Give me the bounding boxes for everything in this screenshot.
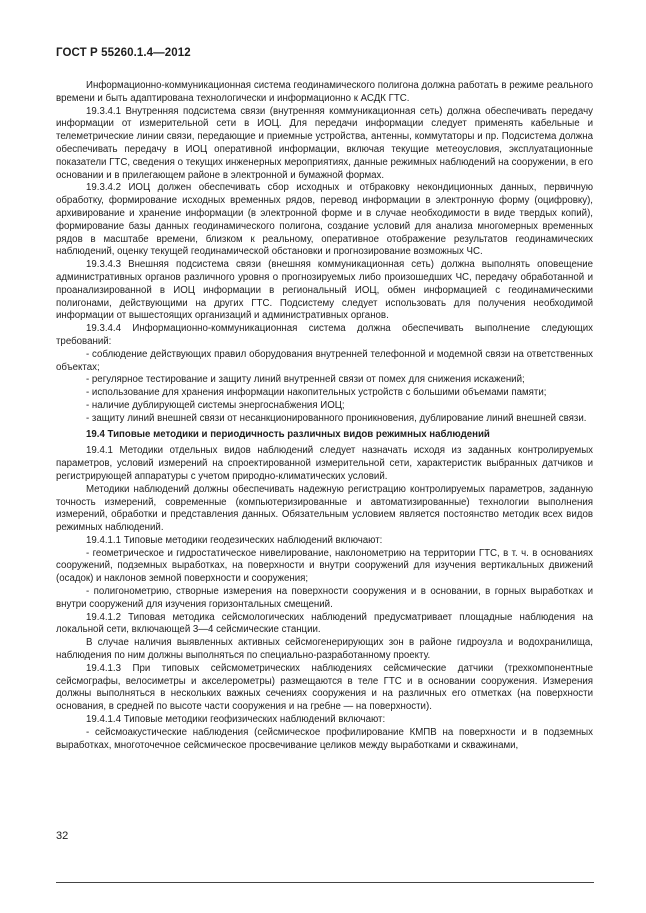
paragraph: 19.4.1.4 Типовые методики геофизических наблюдений включают: bbox=[86, 714, 386, 726]
paragraph: - наличие дублирующей системы энергоснабжения ИОЦ; bbox=[86, 399, 345, 411]
paragraph: 19.3.4.2 ИОЦ должен обеспечивать сбор исходных и отбраковку некондиционных данных, первичную обработку, формирование исходных временных рядов, перевод информации в электронную форму (оцифровку), архивирование и хранение информации (в электронной форме и в случае необходимости в виде твердых копий), формирование базы данных геодинамического полигона, создание условий для анализа многомерных временных рядов в масштабе времени, близком к реальному, оперативное отображение результатов геодинамических наблюдений, оценку текущей геодинамической обстановки и прогнозирование возможных ЧС. bbox=[56, 182, 593, 258]
paragraph: - сейсмоакустические наблюдения (сейсмическое профилирование КМПВ на поверхности и в подземных выработках, многоточечное сейсмическое просвечивание целиков между выработками и скважинами, bbox=[56, 726, 593, 751]
paragraph: - защиту линий внешней связи от несанкционированного проникновения, дублирование линий внешней связи. bbox=[86, 412, 587, 424]
paragraph: - полигонометрию, створные измерения на поверхности сооружения и в основании, в горных выработках и внутри сооружений для изучения горизонтальных смещений. bbox=[56, 586, 593, 610]
paragraph: - регулярное тестирование и защиту линий внутренней связи от помех для снижения искажений; bbox=[86, 374, 525, 386]
paragraph: 19.4.1.2 Типовая методика сейсмологических наблюдений предусматривает площадные наблюдения на локальной сети, включающей 3—4 сейсмические станции. bbox=[56, 611, 593, 636]
paragraph: - соблюдение действующих правил оборудования внутренней телефонной и модемной связи на ответственных объектах; bbox=[56, 348, 593, 373]
paragraph: 19.4.1.1 Типовые методики геодезических наблюдений включают: bbox=[86, 534, 383, 546]
section-heading: 19.4 Типовые методики и периодичность различных видов режимных наблюдений bbox=[86, 428, 490, 440]
paragraph: Информационно-коммуникационная система геодинамического полигона должна работать в режиме реального времени и быть адаптирована технологически и информационно к АСДК ГТС. bbox=[56, 80, 593, 104]
paragraph: - геометрическое и гидростатическое нивелирование, наклонометрию на территории ГТС, в т. ч. в основаниях сооружений, подземных выработках, на поверхности и внутри сооружений для изучения вертикальных движений (осадок) и наклонов земной поверхности и сооружения; bbox=[56, 547, 593, 585]
paragraph: 19.4.1 Методики отдельных видов наблюдений следует назначать исходя из заданных контролируемых параметров, условий измерений на спроектированной измерительной сети, характеристик выбранных датчиков и регистрирующей аппаратуры с учетом природно-климатических условий. bbox=[56, 445, 593, 482]
document-body bbox=[56, 80, 593, 752]
footer-divider bbox=[56, 882, 594, 883]
document-header: ГОСТ Р 55260.1.4—2012 bbox=[56, 47, 191, 59]
paragraph: 19.3.4.3 Внешняя подсистема связи (внешняя коммуникационная сеть) должна выполнять оповещение административных органов различного уровня о прогнозируемых либо произошедших ЧС, передачу обработанной и проанализированной в ИОЦ информации в региональный ИОЦ, обмен информацией с геодинамическими полигонами, действующими на других ГТС. Подсистему следует использовать для получения необходимой информации от вышестоящих организаций и административных органов. bbox=[56, 259, 593, 322]
paragraph: - использование для хранения информации накопительных устройств с большими объемами памяти; bbox=[86, 387, 547, 399]
paragraph: 19.4.1.3 При типовых сейсмометрических наблюдениях сейсмические датчики (трехкомпонентные сейсмографы, велосиметры и акселерометры) размещаются в теле ГТС и в основании сооружения. Измерения должны выполняться в нескольких важных сечениях сооружения и на различных его отметках (на поверхности основания, в средней по высоте части сооружения и на гребне — на поверхности). bbox=[56, 662, 593, 713]
paragraph: 19.3.4.1 Внутренняя подсистема связи (внутренняя коммуникационная сеть) должна обеспечивать передачу информации от измерительной сети в ИОЦ. Для передачи информации следует применять кабельные и телеметрические линии связи, передающие и приемные устройства, антенны, коммутаторы и пр. Подсистема должна обеспечивать передачу в ИОЦ оперативной информации, включая текущие метеоусловия, эксплуатационные показатели ГТС, сведения о текущих инженерных мероприятиях, данные режимных наблюдений на сооружении, в его основании и в прилегающем районе в электронной и бумажной формах. bbox=[56, 105, 593, 181]
paragraph: 19.3.4.4 Информационно-коммуникационная система должна обеспечивать выполнение следующих требований: bbox=[56, 323, 593, 347]
paragraph: Методики наблюдений должны обеспечивать надежную регистрацию контролируемых параметров, заданную точность измерений, современные (компьютеризированные и автоматизированные) технологии выполнения измерений, обработки и представления данных. Обязательным условием является постоянство методик всех видов режимных наблюдений. bbox=[56, 483, 593, 534]
paragraph: В случае наличия выявленных активных сейсмогенерирующих зон в районе гидроузла и водохранилища, наблюдения по ним должны выполняться по специально-разработанному проекту. bbox=[56, 637, 593, 662]
page-number: 32 bbox=[56, 830, 69, 842]
